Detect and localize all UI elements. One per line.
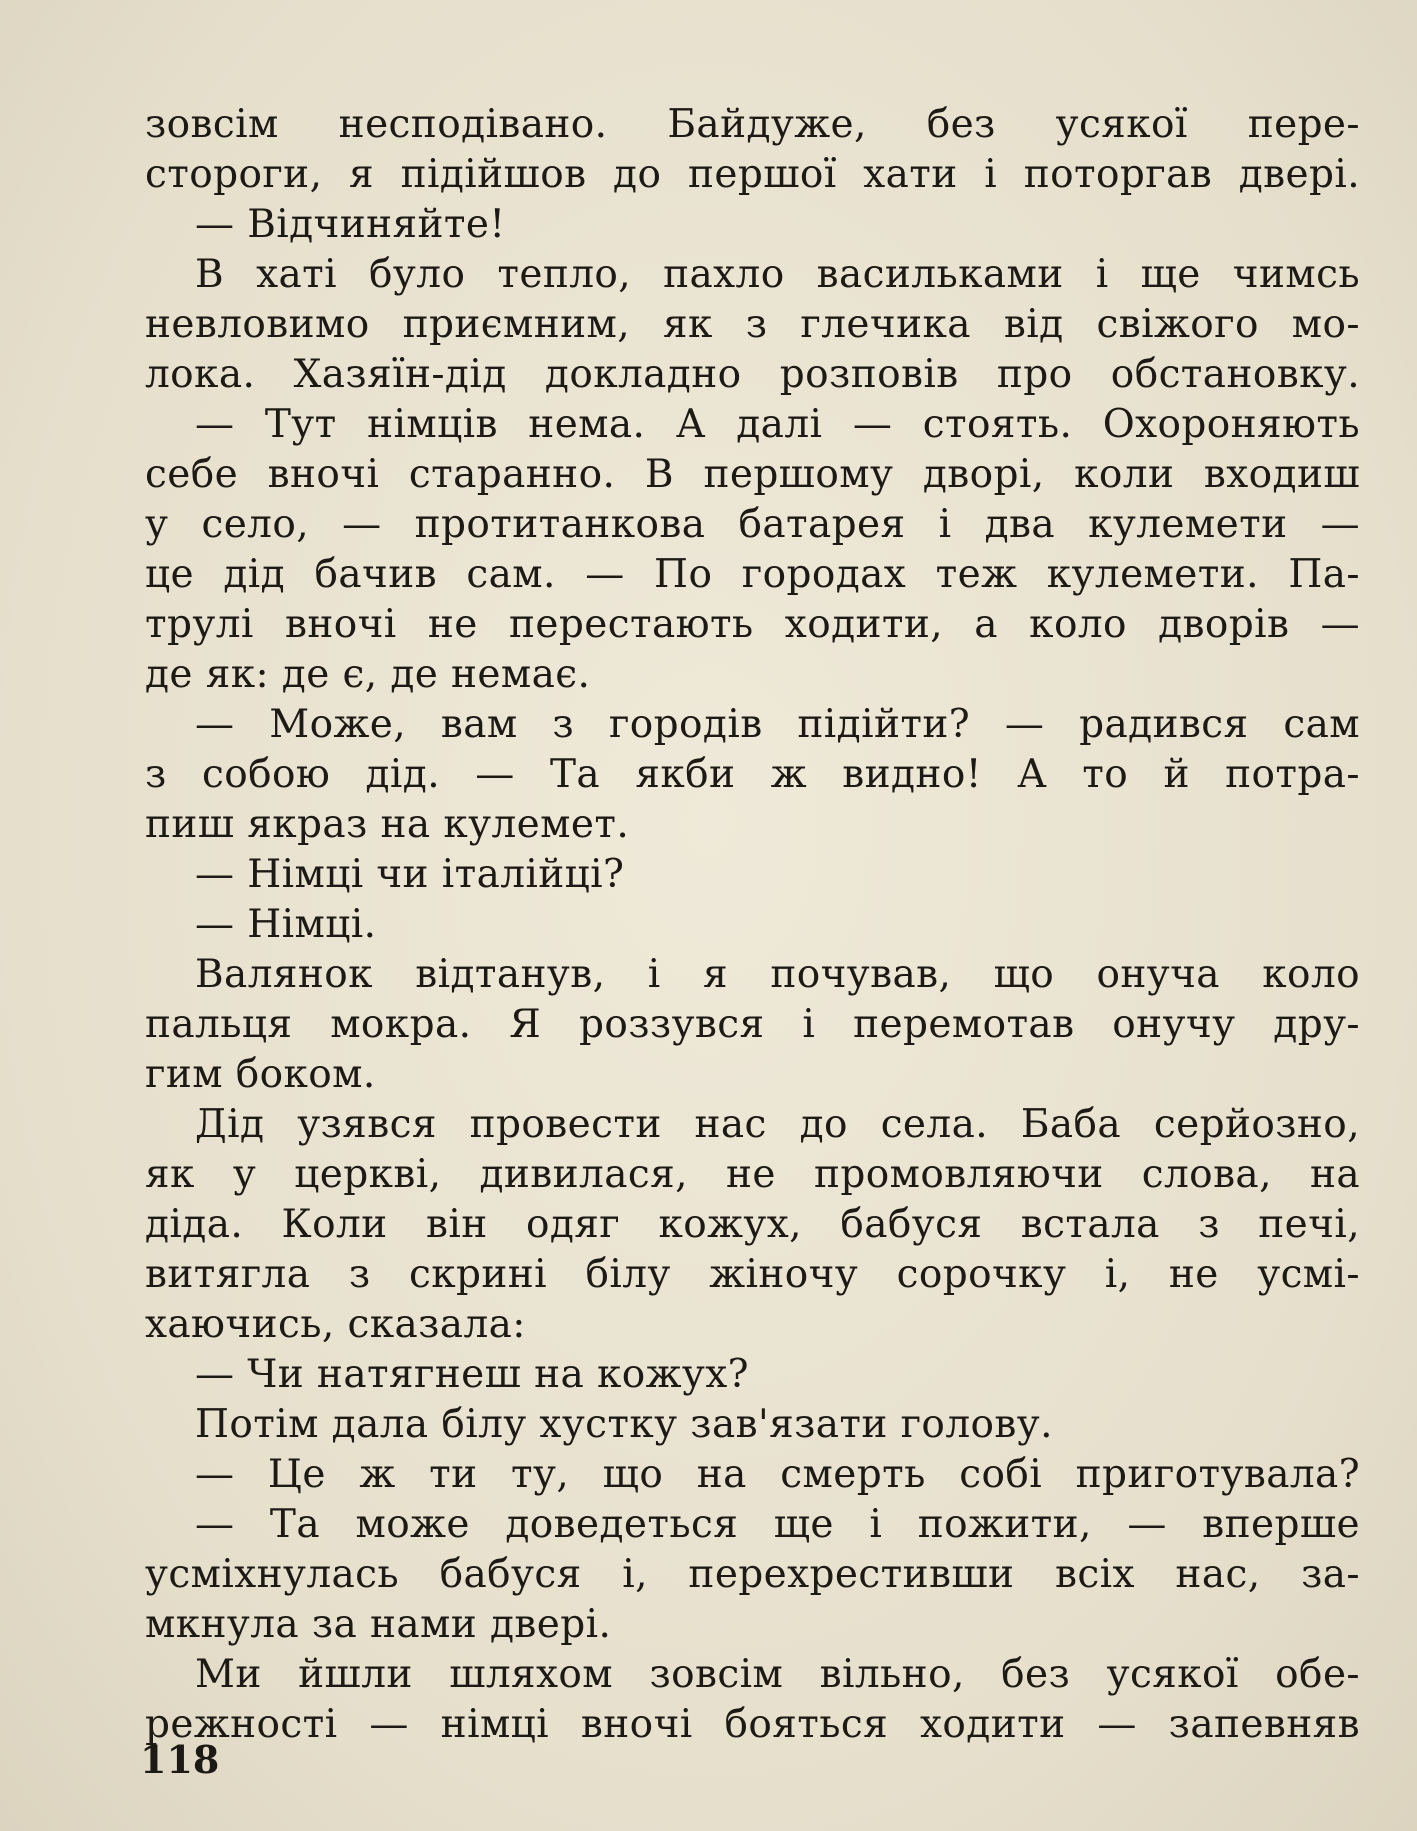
- text-line: себе вночі старанно. В першому дворі, коли входиш: [145, 452, 1360, 497]
- text-line: Ми йшли шляхом зовсім вільно, без усякої обе-: [195, 1652, 1360, 1697]
- text-line: хаючись, сказала:: [145, 1302, 526, 1347]
- text-line: діда. Коли він одяг кожух, бабуся встала з печі,: [145, 1202, 1360, 1247]
- text-line: невловимо приємним, як з глечика від свіжого мо-: [145, 302, 1360, 347]
- text-line: трулі вночі не перестають ходити, а коло дворів —: [145, 602, 1360, 647]
- text-line: лока. Хазяїн-дід докладно розповів про обстановку.: [145, 352, 1360, 397]
- text-line: витягла з скрині білу жіночу сорочку і, не усмі-: [145, 1252, 1360, 1297]
- text-line: — Та може доведеться ще і пожити, — вперше: [195, 1502, 1360, 1547]
- text-line: Валянок відтанув, і я почував, що онуча коло: [195, 952, 1360, 997]
- text-line: В хаті було тепло, пахло васильками і ще чимсь: [195, 252, 1360, 297]
- body-text: [145, 100, 1360, 1750]
- text-line: у село, — протитанкова батарея і два кулемети —: [145, 502, 1360, 547]
- text-line: усміхнулась бабуся і, перехрестивши всіх нас, за-: [145, 1552, 1360, 1597]
- text-line: зовсім несподівано. Байдуже, без усякої пере-: [145, 102, 1360, 147]
- text-line: мкнула за нами двері.: [145, 1602, 612, 1647]
- text-line: це дід бачив сам. — По городах теж кулемети. Па-: [145, 552, 1360, 597]
- text-line: — Тут німців нема. А далі — стоять. Охороняють: [195, 402, 1360, 447]
- text-line: з собою дід. — Та якби ж видно! А то й потра-: [145, 752, 1360, 797]
- text-line: де як: де є, де немає.: [145, 652, 591, 697]
- text-line: — Чи натягнеш на кожух?: [195, 1352, 749, 1397]
- text-line: Дід узявся провести нас до села. Баба серйозно,: [195, 1102, 1360, 1147]
- text-line: — Німці.: [195, 902, 377, 947]
- page-number: 118: [140, 1737, 220, 1782]
- text-line: — Німці чи італійці?: [195, 852, 625, 897]
- text-line: режності — німці вночі бояться ходити — запевняв: [145, 1702, 1360, 1747]
- text-line: Потім дала білу хустку зав'язати голову.: [195, 1402, 1053, 1447]
- text-line: — Відчиняйте!: [195, 202, 506, 247]
- text-line: пальця мокра. Я роззувся і перемотав онучу дру-: [145, 1002, 1360, 1047]
- text-line: стороги, я підійшов до першої хати і поторгав двері.: [145, 152, 1360, 197]
- text-line: пиш якраз на кулемет.: [145, 802, 630, 847]
- text-line: як у церкві, дивилася, не промовляючи слова, на: [145, 1152, 1360, 1197]
- text-line: — Може, вам з городів підійти? — радився сам: [195, 702, 1360, 747]
- text-line: — Це ж ти ту, що на смерть собі приготувала?: [195, 1452, 1360, 1497]
- text-line: гим боком.: [145, 1052, 376, 1097]
